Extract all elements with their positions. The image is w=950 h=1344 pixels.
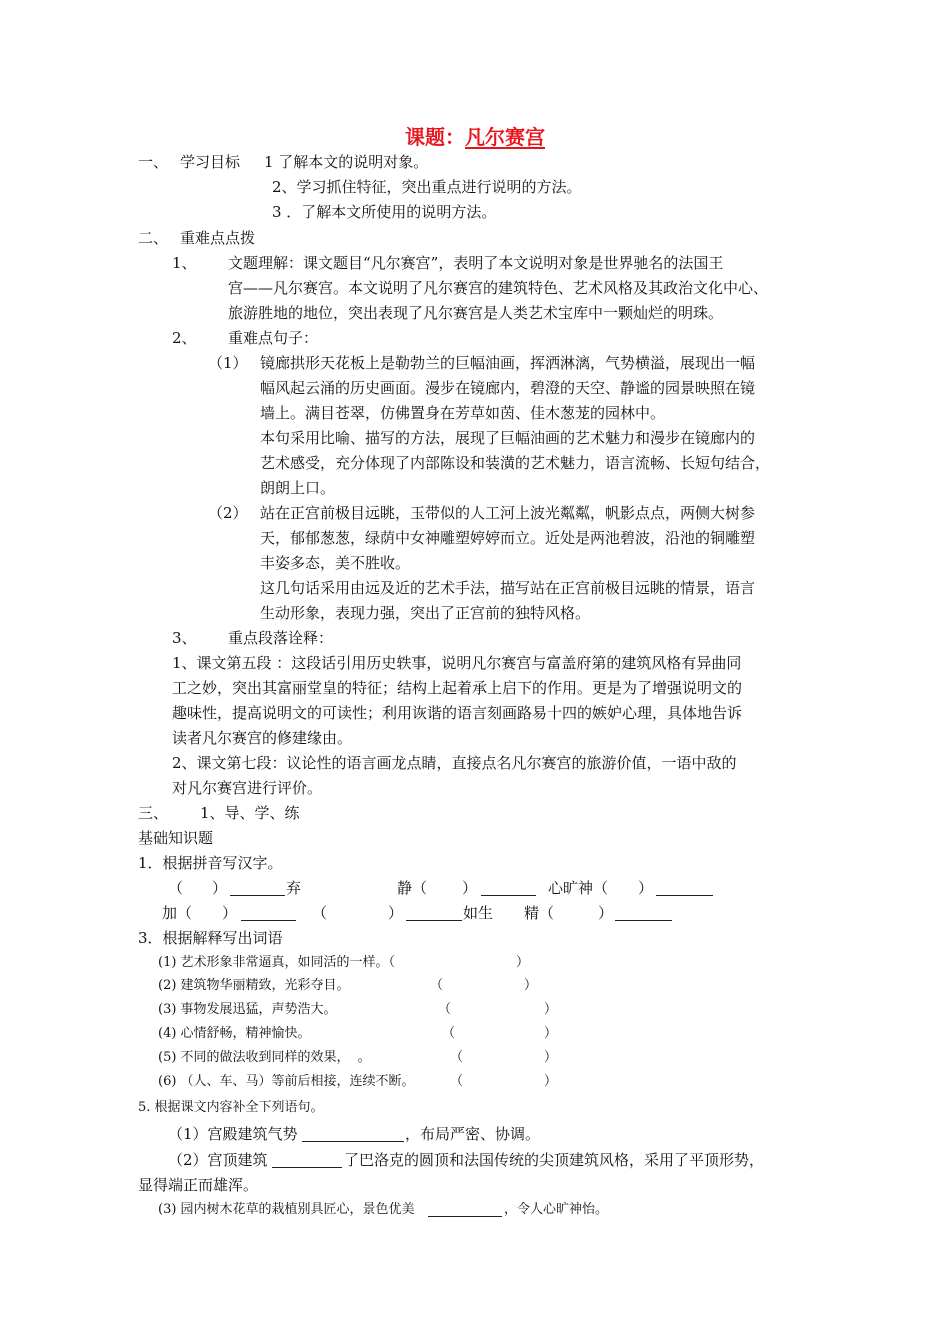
title-topic: 凡尔赛宫 [465, 125, 545, 149]
sentence-1-line: 朗朗上口。 [260, 479, 336, 497]
q1-r2-c-blank[interactable] [615, 905, 672, 921]
q1-r2-a-prefix: 加（ [162, 904, 193, 922]
sentence-1-number: （1） [208, 354, 248, 372]
section-1-label: 学习目标 [180, 153, 241, 171]
q5-item-2-blank[interactable] [272, 1152, 342, 1168]
point-1-line: 旅游胜地的地位，突出表现了凡尔赛宫是人类艺术宝库中一颗灿烂的明珠。 [228, 304, 724, 322]
sentence-1-line: 镜廊拱形天花板上是勒勃兰的巨幅油画，挥洒淋漓，气势横溢，展现出一幅 [260, 354, 756, 372]
q1-r2-a-close: ） [222, 904, 238, 922]
sentence-1-line: 本句采用比喻、描写的方法，展现了巨幅油画的艺术魅力和漫步在镜廊内的 [260, 429, 756, 447]
basic-heading: 基础知识题 [138, 829, 214, 847]
q3-item: (1) 艺术形象非常逼真，如同活的一样。（ [158, 955, 396, 970]
point-3-line: 2、课文第七段：议论性的语言画龙点睛，直接点名凡尔赛宫的旅游价值，一语中敌的 [172, 754, 737, 772]
q1-r1-c-close: ） [638, 879, 654, 897]
sentence-2-line: 这几句话采用由远及近的艺术手法，描写站在正宫前极目远眺的情景，语言 [260, 579, 756, 597]
point-3-line: 1、课文第五段 ：这段话引用历史轶事，说明凡尔赛宫与富盖府第的建筑风格有异曲同 [172, 654, 742, 672]
point-1-number: 1、 [172, 254, 197, 272]
sentence-2-line: 天，郁郁葱葱，绿荫中女神雕塑婷婷而立。近处是两池碧波，沿池的铜雕塑 [260, 529, 756, 547]
q1-r2-a-blank[interactable] [241, 905, 296, 921]
q1-r2-b-open: （ [312, 904, 328, 922]
goal-2: 2、学习抓住特征，突出重点进行说明的方法。 [272, 178, 582, 196]
q1-r2-c-close: ） [598, 904, 614, 922]
goal-3: 3 ．了解本文所使用的说明方法。 [272, 203, 497, 221]
q1-r2-b-close: ） [388, 904, 404, 922]
q3-item-close: ） [544, 1074, 558, 1089]
q1-r1-a-close: ） [212, 879, 228, 897]
q1-r2-c-prefix: 精（ [524, 904, 555, 922]
q3-item-open: （ [430, 978, 444, 993]
q3-item: (5) 不同的做法收到同样的效果， 。 [158, 1050, 371, 1065]
q3-item-close: ） [516, 955, 530, 970]
q3-item-close: ） [544, 1026, 558, 1041]
q3-item-open: （ [450, 1050, 464, 1065]
q1-r1-c-blank[interactable] [656, 880, 713, 896]
point-2-number: 2、 [172, 329, 197, 347]
q5-item-2-continuation: 显得端正而雄浑。 [138, 1176, 259, 1194]
sentence-2-line: 站在正宫前极目远眺，玉带似的人工河上波光粼粼，帆影点点，两侧大树参 [260, 504, 756, 522]
sentence-2-line: 生动形象，表现力强，突出了正宫前的独特风格。 [260, 604, 591, 622]
sentence-1-line: 墙上。满目苍翠，仿佛置身在芳草如茵、佳木葱茏的园林中。 [260, 404, 666, 422]
q1-r1-b-prefix: 静（ [397, 879, 428, 897]
point-3-line: 读者凡尔赛宫的修建缘由。 [172, 729, 353, 747]
q3-item-open: （ [450, 1074, 464, 1089]
q3-item-open: （ [442, 1026, 456, 1041]
q3-heading: 3．根据解释写出词语 [138, 929, 283, 947]
sentence-2-number: （2） [208, 504, 248, 522]
q3-item: (2) 建筑物华丽精致，光彩夺目。 [158, 978, 350, 993]
q5-item-1-suffix: ，布局严密、协调。 [405, 1125, 541, 1143]
section-2-number: 二、 [138, 229, 169, 247]
section-3-number: 三、 [138, 804, 169, 822]
point-3-line: 工之妙，突出其富丽堂皇的特征；结构上起着承上启下的作用。更是为了增强说明文的 [172, 679, 743, 697]
point-3-label: 重点段落诠释： [228, 629, 334, 647]
q3-item-open: （ [438, 1002, 452, 1017]
q1-r1-c-prefix: 心旷神（ [548, 879, 609, 897]
q3-item-close: ） [524, 978, 538, 993]
point-3-line: 对凡尔赛宫进行评价。 [172, 779, 323, 797]
sentence-1-line: 艺术感受，充分体现了内部陈设和装潢的艺术魅力，语言流畅、长短句结合， [260, 454, 771, 472]
sentence-1-line: 幅风起云涌的历史画面。漫步在镜廊内，碧澄的天空、静谧的园景映照在镜 [260, 379, 756, 397]
section-3-label: 1、导、学、练 [200, 804, 300, 822]
q5-item-2-prefix: （2）宫顶建筑 [168, 1151, 268, 1169]
section-2-label: 重难点点拨 [180, 229, 256, 247]
q1-r1-a-suffix: 弃 [286, 879, 302, 897]
q3-item: (3) 事物发展迅猛，声势浩大。 [158, 1002, 337, 1017]
q3-item: (4) 心情舒畅，精神愉快。 [158, 1026, 311, 1041]
q5-item-2-suffix: 了巴洛克的圆顶和法国传统的尖顶建筑风格，采用了平顶形势， [344, 1151, 765, 1169]
title-prefix: 课题： [405, 125, 465, 149]
q3-item: (6) （人、车、马）等前后相接，连续不断。 [158, 1074, 415, 1089]
q5-item-3-suffix: ，令人心旷神怡。 [504, 1202, 609, 1217]
q1-r2-b-blank[interactable] [406, 905, 462, 921]
q1-heading: 1．根据拼音写汉字。 [138, 854, 283, 872]
goal-1: 1 了解本文的说明对象。 [264, 153, 429, 171]
q1-r1-a-blank[interactable] [230, 880, 285, 896]
q1-r1-a-open: （ [168, 879, 184, 897]
point-3-number: 3、 [172, 629, 197, 647]
q1-r2-b-suffix: 如生 [463, 904, 494, 922]
q5-item-1-blank[interactable] [302, 1126, 404, 1142]
q5-item-3-blank[interactable] [428, 1201, 502, 1217]
point-3-line: 趣味性，提高说明文的可读性；利用诙谐的语言刻画路易十四的嫉妒心理，具体地告诉 [172, 704, 743, 722]
q5-item-1-prefix: （1）宫殿建筑气势 [168, 1125, 298, 1143]
q1-r1-b-close: ） [462, 879, 478, 897]
point-1-line: 宫——凡尔赛宫。本文说明了凡尔赛宫的建筑特色、艺术风格及其政治文化中心、 [228, 279, 769, 297]
sentence-2-line: 丰姿多态，美不胜收。 [260, 554, 411, 572]
q5-heading: 5. 根据课文内容补全下列语句。 [138, 1100, 324, 1115]
page-title [0, 125, 950, 149]
q3-item-close: ） [544, 1050, 558, 1065]
point-2-label: 重难点句子： [228, 329, 319, 347]
q3-item-close: ） [544, 1002, 558, 1017]
section-1-number: 一、 [138, 153, 169, 171]
q1-r1-b-blank[interactable] [481, 880, 536, 896]
point-1-line: 文题理解：课文题目“凡尔赛宫”，表明了本文说明对象是世界驰名的法国王 [228, 254, 724, 272]
q5-item-3-prefix: (3) 园内树木花草的栽植别具匠心，景色优美 [158, 1202, 415, 1217]
